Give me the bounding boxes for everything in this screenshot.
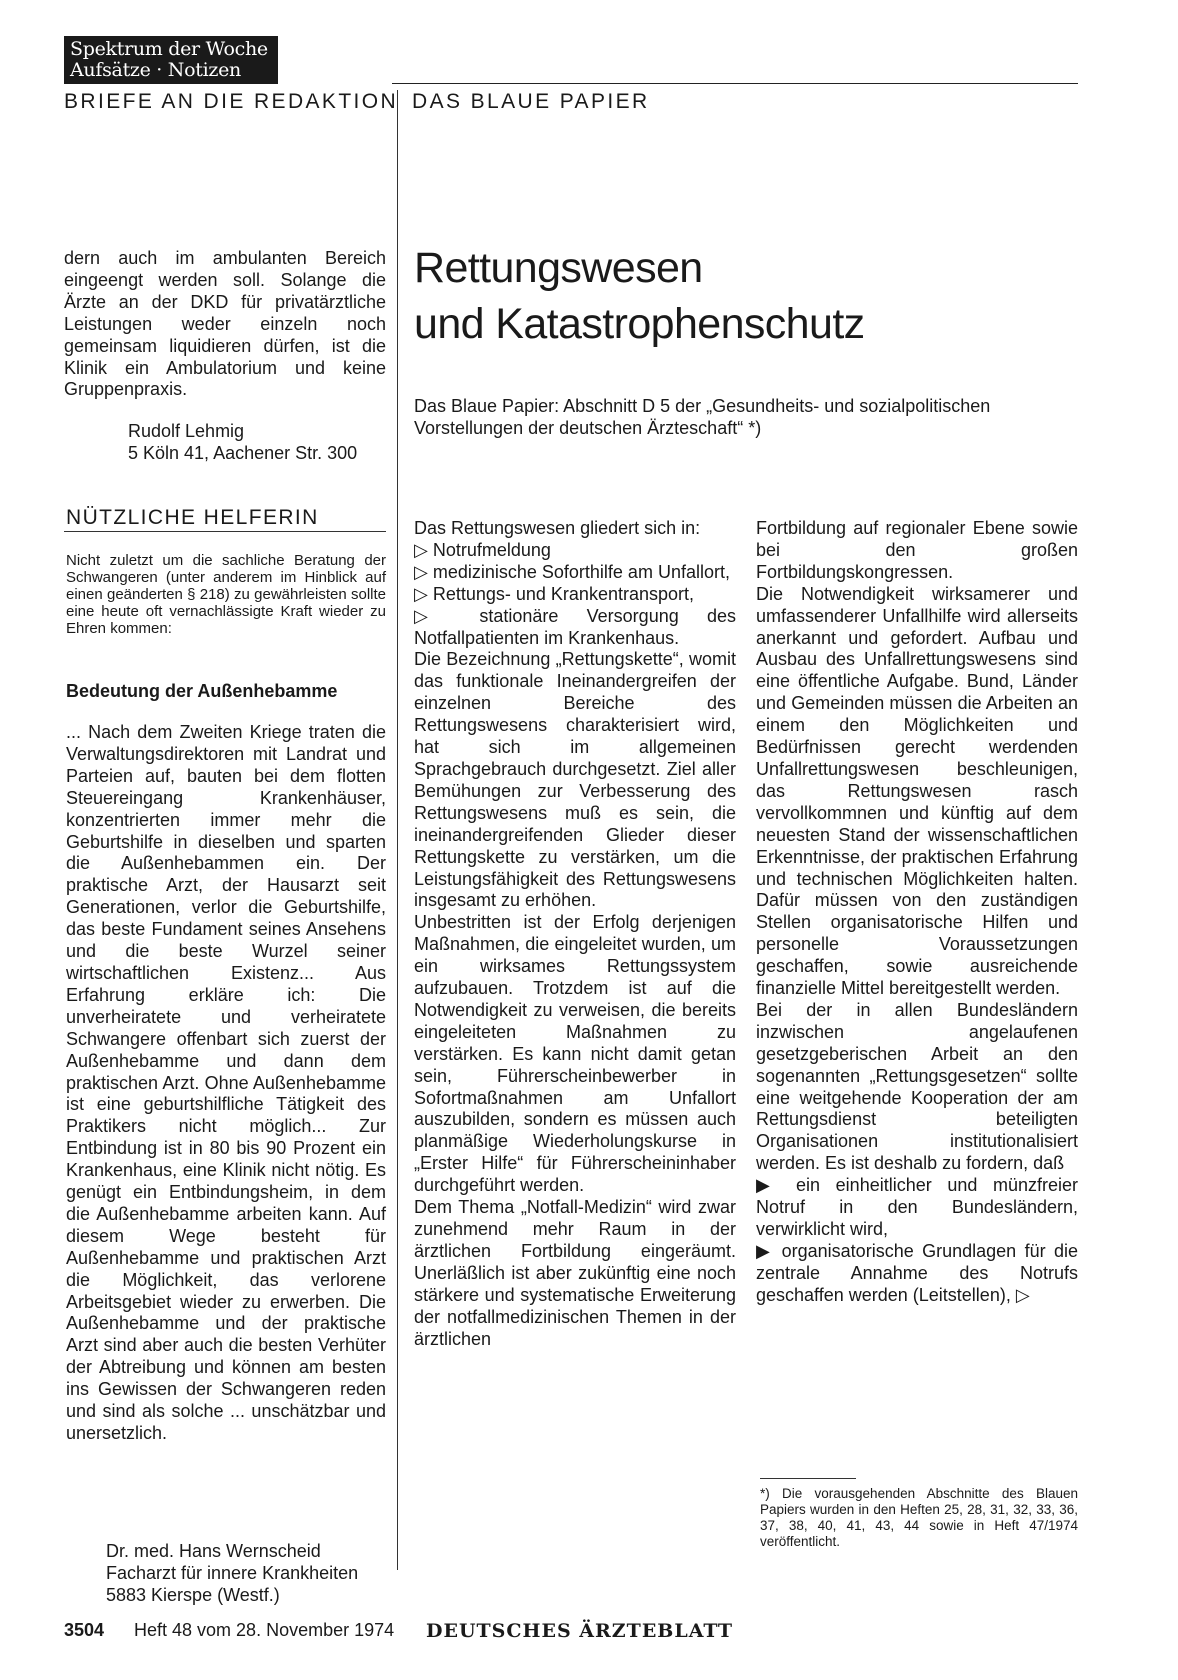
letter2-signature-address: 5883 Kierspe (Westf.)	[106, 1585, 280, 1605]
col1-paragraph: Dem Thema „Notfall-Medizin“ wird zwar zunehmend mehr Raum in der ärztlichen Fortbildung eingeräumt. Unerläßlich ist aber zukünftig eine noch stärkere und systematische Erweiterung der notfallmedizinischen Themen in der ärztlichen	[414, 1197, 736, 1349]
letter2-heading: NÜTZLICHE HELFERIN	[66, 506, 319, 529]
article-title-line-2: und Katastrophenschutz	[414, 300, 865, 348]
footnote: *) Die vorausgehenden Abschnitte des Blauen Papiers wurden in den Heften 25, 28, 31, 32, 33, 36, 37, 38, 40, 41, 43, 44 sowie in Heft 47/1974 veröffentlicht.	[760, 1486, 1078, 1549]
letters-section-label: BRIEFE AN DIE REDAKTION	[64, 90, 399, 113]
letter1-signature-address: 5 Köln 41, Aachener Str. 300	[128, 443, 358, 463]
col2-bullet: ▶ ein einheitlicher und münzfreier Notruf in den Bundesländern, verwirklicht wird,	[756, 1175, 1078, 1239]
col1-paragraph: Die Bezeichnung „Rettungskette“, womit das funktionale Ineinandergreifen der einzelnen Bereiche des Rettungswesens charakterisiert wird, hat sich im allgemeinen Sprachgebrauch durchgesetzt. Ziel aller Bemühungen zur Verbesserung des Rettungswesens muß es sein, die ineinandergreifenden Glieder dieser Rettungskette zu verstärken, um die Leistungsfähigkeit des Rettungswesens insgesamt zu erhöhen.	[414, 649, 736, 911]
col2-bullet: ▶ organisatorische Grundlagen für die zentrale Annahme des Notrufs geschaffen werden (Leitstellen), ▷	[756, 1240, 1078, 1305]
article-title	[414, 240, 865, 352]
letter2-subheading: Bedeutung der Außenhebamme	[66, 681, 338, 701]
page-number: 3504	[64, 1620, 105, 1640]
article-column-1	[414, 518, 736, 1350]
footnote-rule	[760, 1478, 856, 1479]
letter2-signature-title: Facharzt für innere Krankheiten	[106, 1563, 359, 1583]
letter2-intro: Nicht zuletzt um die sachliche Beratung der Schwangeren (unter anderem im Hinblick auf einen geänderten § 218) zu gewährleisten sollte eine heute oft vernachlässigte Kraft wieder zu Ehren kommen:	[66, 552, 386, 637]
col1-bullet: ▷ stationäre Versorgung des Notfallpatienten im Krankenhaus.	[414, 605, 736, 648]
top-rule	[392, 83, 1078, 84]
col2-paragraph: Fortbildung auf regionaler Ebene sowie bei den großen Fortbildungskongressen.	[756, 518, 1078, 582]
section-tag	[64, 36, 278, 84]
letter2-body: ... Nach dem Zweiten Kriege traten die Verwaltungsdirektoren mit Landrat und Parteien auf, bauten bei dem flotten Steuereingang Krankenhäuser, konzentrierten immer mehr die Geburtshilfe in dieselben und sparten die Außenhebammen ein. Der praktische Arzt, der Hausarzt seit Generationen, verlor die Geburtshilfe, das beste Fundament seines Ansehens und die beste Wurzel seiner wirtschaftlichen Existenz... Aus Erfahrung erkläre ich: Die unverheiratete und verheiratete Schwangere offenbart sich zuerst der Außenhebamme und dann dem praktischen Arzt. Ohne Außenhebamme ist eine geburtshilfliche Tätigkeit des Praktikers nicht möglich... Zur Entbindung ist in 80 bis 90 Prozent ein Krankenhaus, eine Klinik nicht nötig. Es genügt ein Entbindungsheim, in dem die Außenhebamme arbeiten kann. Auf diesem Wege besteht für Außenhebamme und praktischen Arzt die Möglichkeit, das verlorene Arbeitsgebiet wieder zu erwerben. Die Außenhebamme und der praktische Arzt sind aber auch die besten Verhüter der Abtreibung und können am besten ins Gewissen der Schwangeren reden und sind als solche ... unschätzbar und unersetzlich.	[66, 722, 386, 1443]
letter1-body: dern auch im ambulanten Bereich eingeengt werden soll. Solange die Ärzte an der DKD für privatärztliche Leistungen weder einzeln noch gemeinsam liquidieren dürfen, ist die Klinik ein Ambulatorium und keine Gruppenpraxis.	[64, 248, 386, 400]
col2-paragraph: Bei der in allen Bundesländern inzwischen angelaufenen gesetzgeberischen Arbeit an den sogenannten „Rettungsgesetzen“ sollte eine weitgehende Kooperation der am Rettungsdienst beteiligten Organisationen institutionalisiert werden. Es ist deshalb zu fordern, daß	[756, 999, 1078, 1174]
article-column-2	[756, 518, 1078, 1307]
letter2-heading-rule	[64, 531, 386, 532]
col1-bullet: ▷ Rettungs- und Krankentransport,	[414, 583, 694, 604]
tag-line-1: Spektrum der Woche	[70, 38, 268, 60]
col1-paragraph: Unbestritten ist der Erfolg derjenigen Maßnahmen, die eingeleitet wurden, um ein wirksames Rettungssystem aufzubauen. Trotzdem ist auf die Notwendigkeit zu verweisen, die bereits eingeleiteten Maßnahmen zu verstärken. Es kann nicht damit getan sein, Führerscheinbewerber in Sofortmaßnahmen am Unfallort auszubilden, sondern es müssen auch planmäßige Wiederholungskurse in „Erster Hilfe“ für Führerscheininhaber durchgeführt werden.	[414, 912, 736, 1196]
article-title-line-1: Rettungswesen	[414, 244, 703, 292]
column-divider	[397, 90, 398, 1570]
letter1-signature-name: Rudolf Lehmig	[128, 421, 245, 441]
letter2-signature-name: Dr. med. Hans Wernscheid	[106, 1541, 321, 1561]
article-subtitle: Das Blaue Papier: Abschnitt D 5 der „Gesundheits- und sozialpolitischen Vorstellungen der deutschen Ärzteschaft“ *)	[414, 396, 991, 438]
issue-info: Heft 48 vom 28. November 1974	[134, 1620, 395, 1640]
col2-paragraph: Die Notwendigkeit wirksamerer und umfassenderer Unfallhilfe wird allerseits anerkannt und gefordert. Aufbau und Ausbau des Unfallrettungswesens sind eine öffentliche Aufgabe. Bund, Länder und Gemeinden müssen die Arbeiten an einem den Möglichkeiten und Bedürfnissen gerecht werdenden Unfallrettungswesen beschleunigen, das Rettungswesen rasch vervollkommnen und künftig auf dem neuesten Stand der wissenschaftlichen Erkenntnisse, der praktischen Erfahrung und technischen Möglichkeiten halten. Dafür müssen von den zuständigen Stellen organisatorische Hilfen und personelle Voraussetzungen geschaffen, sowie ausreichende finanzielle Mittel bereitgestellt werden.	[756, 583, 1078, 999]
tag-line-2: Aufsätze · Notizen	[70, 59, 241, 81]
col1-bullet: ▷ medizinische Soforthilfe am Unfallort,	[414, 561, 730, 582]
col1-bullet: ▷ Notrufmeldung	[414, 539, 551, 560]
col1-intro: Das Rettungswesen gliedert sich in:	[414, 518, 701, 538]
blue-paper-section-label: DAS BLAUE PAPIER	[412, 90, 650, 113]
journal-name: DEUTSCHES ÄRZTEBLATT	[426, 1620, 734, 1642]
